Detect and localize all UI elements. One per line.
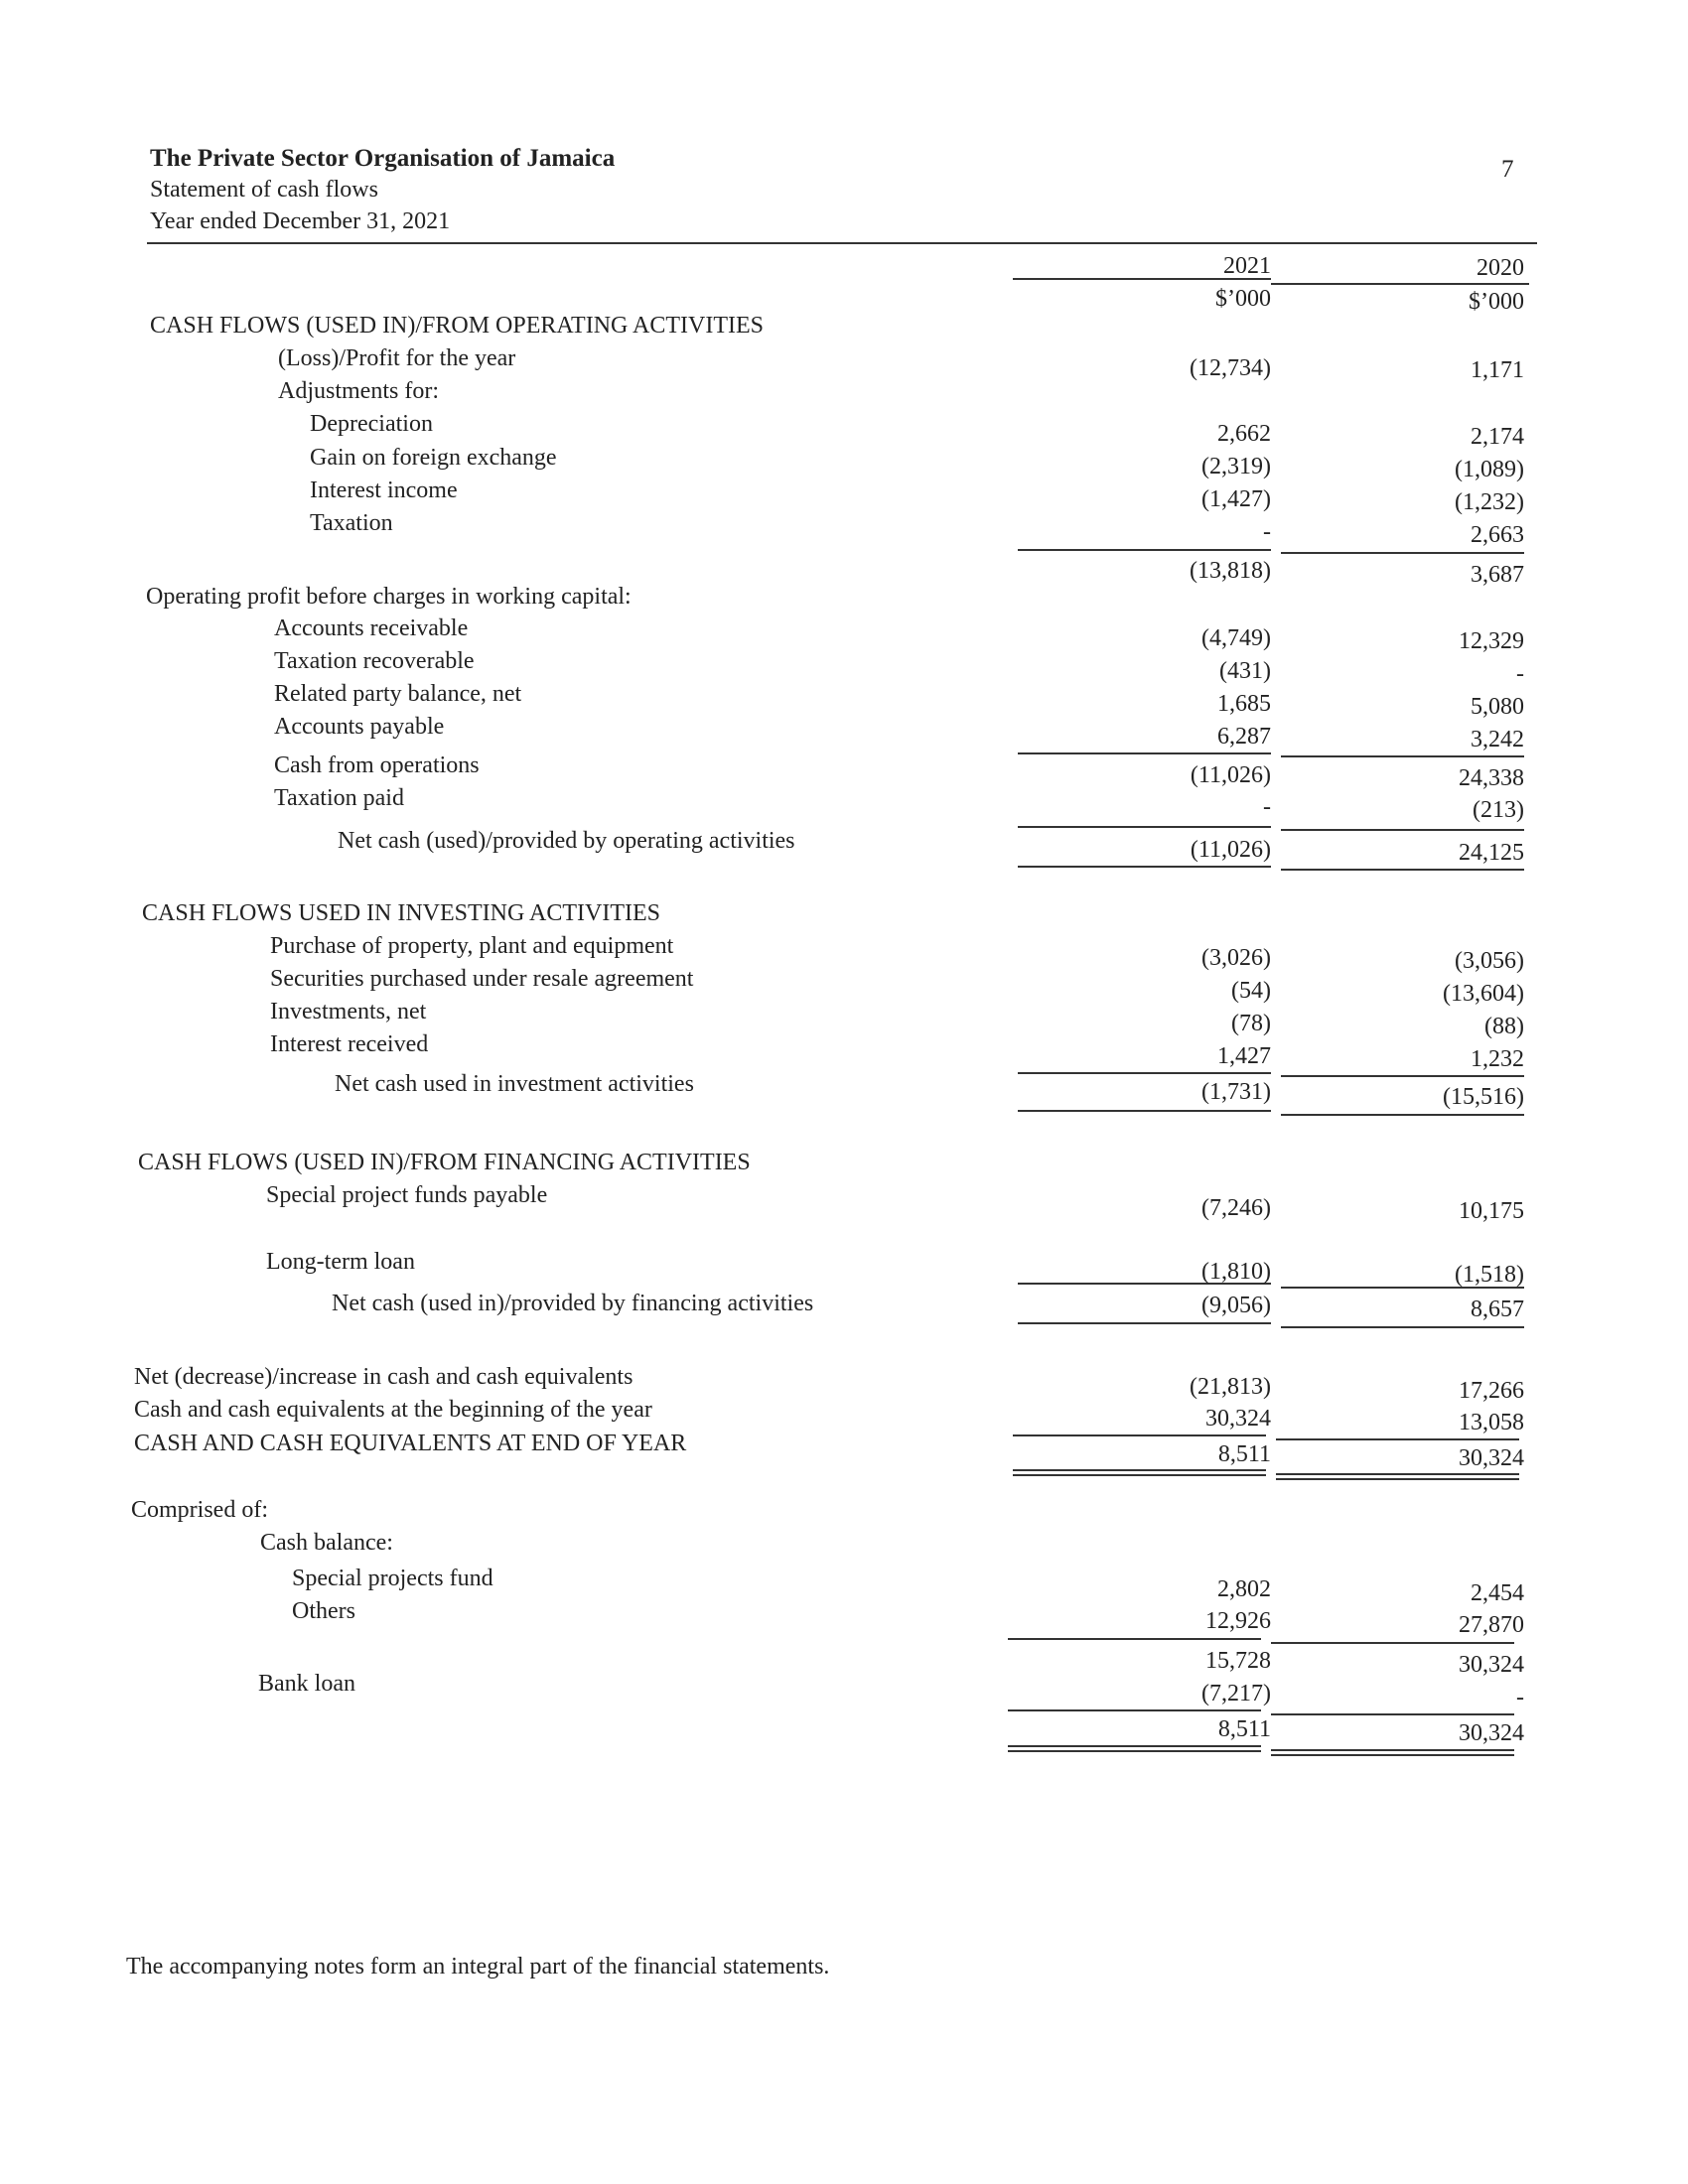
taxation-2020: 2,663: [1471, 522, 1524, 548]
interest-received-label: Interest received: [270, 1031, 429, 1057]
rule-2020: [1271, 1642, 1514, 1644]
rule-2020: [1281, 1326, 1524, 1328]
rule-2020: [1271, 1713, 1514, 1715]
long-term-loan-label: Long-term loan: [266, 1249, 415, 1275]
interest-received-2021: 1,427: [1217, 1043, 1271, 1069]
rule-2020: [1281, 1114, 1524, 1116]
fx-gain-label: Gain on foreign exchange: [310, 445, 557, 471]
rule-2021: [1018, 1322, 1271, 1324]
operating-net-2020: 24,125: [1459, 840, 1524, 866]
ppe-2020: (3,056): [1455, 948, 1524, 974]
accounts-payable-2020: 3,242: [1471, 727, 1524, 752]
investing-heading: CASH FLOWS USED IN INVESTING ACTIVITIES: [142, 900, 660, 926]
net-change-label: Net (decrease)/increase in cash and cash equivalents: [134, 1364, 633, 1390]
header-divider: [147, 242, 1537, 244]
rule-2021: [1018, 549, 1271, 551]
rule-2020: [1281, 829, 1524, 831]
special-funds-2021: (7,246): [1201, 1195, 1271, 1221]
bank-loan-2020: -: [1516, 1685, 1524, 1710]
double-rule-2020: [1271, 1749, 1514, 1756]
double-rule-2021: [1013, 1469, 1266, 1476]
column-header-rule-2020: [1271, 283, 1529, 285]
rule-2021: [1013, 1434, 1266, 1436]
depreciation-label: Depreciation: [310, 411, 433, 437]
ppe-label: Purchase of property, plant and equipment: [270, 933, 674, 959]
depreciation-2021: 2,662: [1217, 421, 1271, 447]
end-cash-label: CASH AND CASH EQUIVALENTS AT END OF YEAR: [134, 1431, 687, 1456]
securities-2021: (54): [1231, 978, 1271, 1004]
securities-label: Securities purchased under resale agreement: [270, 966, 694, 992]
comprised-subtotal-2021: 15,728: [1205, 1648, 1271, 1674]
operating-net-label: Net cash (used)/provided by operating activities: [338, 828, 795, 854]
column-year-2020: 2020: [1477, 255, 1524, 281]
bank-loan-label: Bank loan: [258, 1671, 355, 1697]
special-projects-label: Special projects fund: [292, 1566, 493, 1591]
accounts-receivable-2021: (4,749): [1201, 625, 1271, 651]
accounts-receivable-2020: 12,329: [1459, 628, 1524, 654]
loss-profit-2021: (12,734): [1190, 355, 1271, 381]
column-unit-2021: $’000: [1215, 286, 1271, 312]
tax-paid-label: Taxation paid: [274, 785, 404, 811]
beginning-cash-label: Cash and cash equivalents at the beginning of the year: [134, 1397, 652, 1423]
working-capital-heading: Operating profit before charges in working capital:: [146, 584, 632, 610]
net-change-2020: 17,266: [1459, 1378, 1524, 1404]
adjustments-label: Adjustments for:: [278, 378, 439, 404]
double-rule-2021: [1008, 1745, 1261, 1752]
ppe-2021: (3,026): [1201, 945, 1271, 971]
operating-heading: CASH FLOWS (USED IN)/FROM OPERATING ACTIVITIES: [150, 313, 765, 339]
taxation-2021: -: [1263, 519, 1271, 545]
tax-recoverable-2021: (431): [1219, 658, 1271, 684]
financing-net-label: Net cash (used in)/provided by financing activities: [332, 1291, 814, 1316]
rule-2020: [1281, 755, 1524, 757]
special-projects-2020: 2,454: [1471, 1580, 1524, 1606]
beginning-cash-2021: 30,324: [1205, 1406, 1271, 1432]
column-year-2021: 2021: [1223, 253, 1271, 279]
others-label: Others: [292, 1598, 355, 1624]
rule-2020: [1281, 869, 1524, 871]
rule-2020: [1276, 1438, 1519, 1440]
investing-net-label: Net cash used in investment activities: [335, 1071, 694, 1097]
securities-2020: (13,604): [1443, 981, 1524, 1007]
footer-note: The accompanying notes form an integral part of the financial statements.: [126, 1954, 830, 1979]
column-unit-2020: $’000: [1469, 289, 1524, 315]
rule-2021: [1018, 826, 1271, 828]
end-cash-2021: 8,511: [1217, 1441, 1271, 1467]
organisation-name: The Private Sector Organisation of Jamaica: [150, 145, 616, 172]
statement-period: Year ended December 31, 2021: [150, 208, 451, 234]
investments-2020: (88): [1484, 1014, 1524, 1039]
operating-subtotal-2021: (13,818): [1190, 558, 1271, 584]
financing-net-2020: 8,657: [1471, 1297, 1524, 1322]
operating-net-2021: (11,026): [1190, 837, 1271, 863]
investments-2021: (78): [1231, 1011, 1271, 1036]
long-term-loan-2021: (1,810): [1201, 1259, 1271, 1285]
comprised-subtotal-2020: 30,324: [1459, 1652, 1524, 1678]
beginning-cash-2020: 13,058: [1459, 1410, 1524, 1435]
accounts-payable-2021: 6,287: [1217, 724, 1271, 750]
related-party-2021: 1,685: [1217, 691, 1271, 717]
cash-balance-label: Cash balance:: [260, 1530, 393, 1556]
comprised-heading: Comprised of:: [131, 1497, 268, 1523]
loss-profit-label: (Loss)/Profit for the year: [278, 345, 516, 371]
tax-paid-2020: (213): [1473, 797, 1524, 823]
operating-subtotal-2020: 3,687: [1471, 562, 1524, 588]
cash-from-ops-2020: 24,338: [1459, 765, 1524, 791]
interest-income-label: Interest income: [310, 478, 458, 503]
fx-gain-2020: (1,089): [1455, 457, 1524, 482]
rule-2021: [1018, 866, 1271, 868]
loss-profit-2020: 1,171: [1471, 357, 1524, 383]
end-cash-2020: 30,324: [1459, 1445, 1524, 1471]
special-funds-2020: 10,175: [1459, 1198, 1524, 1224]
financing-net-2021: (9,056): [1201, 1293, 1271, 1318]
accounts-receivable-label: Accounts receivable: [274, 615, 469, 641]
interest-income-2020: (1,232): [1455, 489, 1524, 515]
rule-2021: [1018, 752, 1271, 754]
special-projects-2021: 2,802: [1217, 1576, 1271, 1602]
tax-recoverable-label: Taxation recoverable: [274, 648, 475, 674]
rule-2020: [1281, 1075, 1524, 1077]
cash-from-ops-label: Cash from operations: [274, 752, 480, 778]
comprised-total-2020: 30,324: [1459, 1720, 1524, 1746]
investments-label: Investments, net: [270, 999, 427, 1024]
others-2021: 12,926: [1205, 1608, 1271, 1634]
special-funds-label: Special project funds payable: [266, 1182, 548, 1208]
taxation-label: Taxation: [310, 510, 393, 536]
rule-2021: [1018, 1072, 1271, 1074]
rule-2021: [1008, 1638, 1261, 1640]
tax-recoverable-2020: -: [1516, 661, 1524, 687]
tax-paid-2021: -: [1263, 794, 1271, 820]
related-party-2020: 5,080: [1471, 694, 1524, 720]
financing-heading: CASH FLOWS (USED IN)/FROM FINANCING ACTIVITIES: [138, 1150, 751, 1175]
statement-title: Statement of cash flows: [150, 177, 378, 203]
comprised-total-2021: 8,511: [1217, 1716, 1271, 1742]
rule-2021: [1008, 1709, 1261, 1711]
bank-loan-2021: (7,217): [1201, 1681, 1271, 1706]
net-change-2021: (21,813): [1190, 1374, 1271, 1400]
page-number: 7: [1501, 156, 1514, 183]
rule-2020: [1281, 552, 1524, 554]
investing-net-2020: (15,516): [1443, 1084, 1524, 1110]
related-party-label: Related party balance, net: [274, 681, 522, 707]
investing-net-2021: (1,731): [1201, 1079, 1271, 1105]
interest-received-2020: 1,232: [1471, 1046, 1524, 1072]
others-2020: 27,870: [1459, 1612, 1524, 1638]
interest-income-2021: (1,427): [1201, 486, 1271, 512]
accounts-payable-label: Accounts payable: [274, 714, 445, 740]
depreciation-2020: 2,174: [1471, 424, 1524, 450]
rule-2021: [1018, 1110, 1271, 1112]
long-term-loan-2020: (1,518): [1455, 1262, 1524, 1288]
double-rule-2020: [1276, 1473, 1519, 1480]
cash-from-ops-2021: (11,026): [1190, 762, 1271, 788]
fx-gain-2021: (2,319): [1201, 454, 1271, 479]
